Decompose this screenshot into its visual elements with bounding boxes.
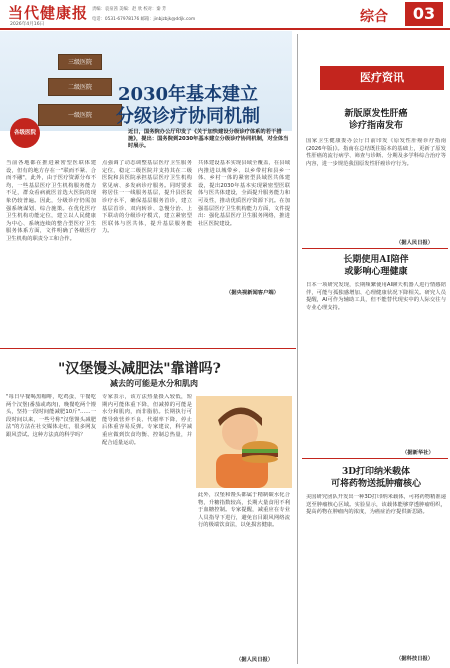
story2-col3: 此外，汉堡和馒头都属于精制碳水化合物，升糖指数较高，长期大量食用不利于血糖控制。专家提醒，减重应在专业人员指导下进行，避免盲目跟风网络流行的极端饮食法，以免损害健康。	[198, 492, 290, 529]
right-headline-2-line1: 长期使用AI陪伴	[343, 255, 409, 265]
right-headline-3-line1: 3D打印纳米载体	[341, 467, 411, 477]
contact-info: 电话：0531-67978176 邮箱：jinbjzbjk@ddjk.com	[92, 17, 196, 22]
headline-story2: "汉堡馒头减肥法"靠谱吗?	[58, 361, 221, 377]
badge-circle: 各级医院	[10, 118, 40, 148]
newspaper-logo: 当代健康报	[8, 4, 89, 22]
right-headline-3-line2: 可将药物送抵肿瘤核心	[330, 479, 421, 489]
masthead	[0, 0, 450, 30]
burger-woman-illustration	[196, 396, 292, 488]
right-credit-1: （据人民日报）	[396, 240, 434, 246]
right-headline-1-line1: 新版原发性肝癌	[344, 109, 408, 119]
divider	[302, 458, 448, 459]
tier-bottom: 一级医院	[38, 104, 122, 126]
story1-col2: 点强调了动态调整基层医疗卫生服务定位，稳定二级医院并支持其在二级医院和县医院承担基层医疗卫生机构常见病、多发病诊疗服务。同时要求将居住一一线服务基层，提升县医院诊疗水平，确保基层服务首诊，建立基层首诊、双向转诊、急慢分治、上下联动的分级诊疗模式，建立紧密型医联体与医共体，提升基层服务能力。	[102, 160, 192, 235]
right-headline-2	[306, 254, 446, 278]
right-credit-2: （据新华社）	[402, 450, 434, 456]
right-headline-1-line2: 诊疗指南发布	[348, 121, 403, 131]
story2-col2: 专家表示，该方法热量摄入较低，短期内可能体重下降，但减掉的可能是水分和肌肉，而非脂肪。长期执行可能导致营养不良、代谢率下降，停止后体重容易反弹。专家建议，科学减重应做到饮食均衡、控制总热量，并配合适量运动。	[102, 394, 192, 446]
tier-top: 三级医院	[58, 54, 102, 70]
headline-line1: 2030年基本建立	[117, 84, 259, 105]
right-body-3: 美国研究团队开发出一种3D打印纳米载体，可将药物精准递送至肿瘤核心区域。实验显示，该载体能够穿透肿瘤组织，提高药物在肿瘤内的浓度，为癌症治疗提供新思路。	[306, 494, 446, 516]
divider	[0, 348, 296, 349]
right-headline-2-line2: 或影响心理健康	[344, 267, 408, 277]
headline-line2: 分级诊疗协同机制	[116, 106, 260, 127]
issue-date: 2026年4月16日	[10, 22, 45, 27]
column-rule	[297, 34, 298, 664]
right-headline-3	[306, 466, 446, 490]
headline-story1	[88, 84, 288, 128]
story1-lead: 近日，国务院办公厅印发了《关于加快建设分级诊疗体系的若干措施》，提出：国务院到2030年基本建立分级诊疗协同机制，对全体当时展示。	[128, 129, 289, 149]
staff-credits: 责编：袁泉茜 美编：赵 欣 校对：秦 芳	[92, 7, 167, 12]
story2-subtitle: 减去的可能是水分和肌肉	[110, 379, 198, 388]
story2-col1: "每日早餐喝黑咖啡，吃鸡蛋，午餐吃两个汉堡(番茄或鸡肉)，晚餐吃两个馒头，坚持一段时间能减肥10斤"……一段时间以来，一些号称"汉堡馒头减肥法"的方法在社交媒体走红，很多网友跟风尝试。这种方法真的科学吗？	[6, 394, 96, 438]
story2-credit: （据人民日报）	[236, 657, 274, 663]
story1-col3: 共体建设基本实现县域全覆盖，在县域内推进以城带乡、以乡带村和县乡一体、乡村一体的紧密型县域医共体建设，提出2030年基本实现紧密型医联体与医共体建设，全面提升服务能力和可及性，推动优质医疗资源下沉。在加强基层医疗卫生机构能力方面，文件提出：强化基层医疗卫生服务网络，推进社区医院建设。	[198, 160, 290, 227]
right-headline-1	[306, 108, 446, 132]
right-credit-3: （据科技日报）	[396, 656, 434, 662]
page-number: 03	[405, 2, 443, 26]
section-name: 综合	[360, 9, 388, 25]
right-body-2: 日本一项研究发现，长期频繁使用AI聊天机器人进行情感陪伴，可能与孤独感增加、心理健康状况下降相关。研究人员提醒，AI可作为辅助工具，但不能替代现实中的人际交往与专业心理支持。	[306, 282, 446, 311]
section-banner: 医疗资讯	[320, 66, 444, 90]
right-body-1: 国家卫生健康委办公厅日前印发《原发性肝癌诊疗指南(2026年版)》。指南在总结既往版本的基础上，更新了原发性肝癌的流行病学、筛查与诊断、分期及多学科综合治疗等内容，进一步规范我国原发性肝癌诊疗行为。	[306, 138, 446, 167]
divider	[302, 248, 448, 249]
story1-col1: 当前各地都在推进紧密型医联体建设，但有的地方存在一"联而不紧、合而不融"，此外，由于医疗资源分布不均，一些基层医疗卫生机构服务能力不足，群众看病就医首选大医院的现象仍较普遍。因此，分级诊疗仍需加强系统谋划、综合施策。在优化医疗卫生机构功能定位，建立以人民健康为中心、系统连续的整合型医疗卫生服务体系方面，文件明确了各级医疗卫生机构的职责分工和合作。	[6, 160, 96, 242]
tier-middle: 二级医院	[48, 78, 112, 96]
story1-credit: （据央视新闻客户端）	[226, 290, 279, 296]
